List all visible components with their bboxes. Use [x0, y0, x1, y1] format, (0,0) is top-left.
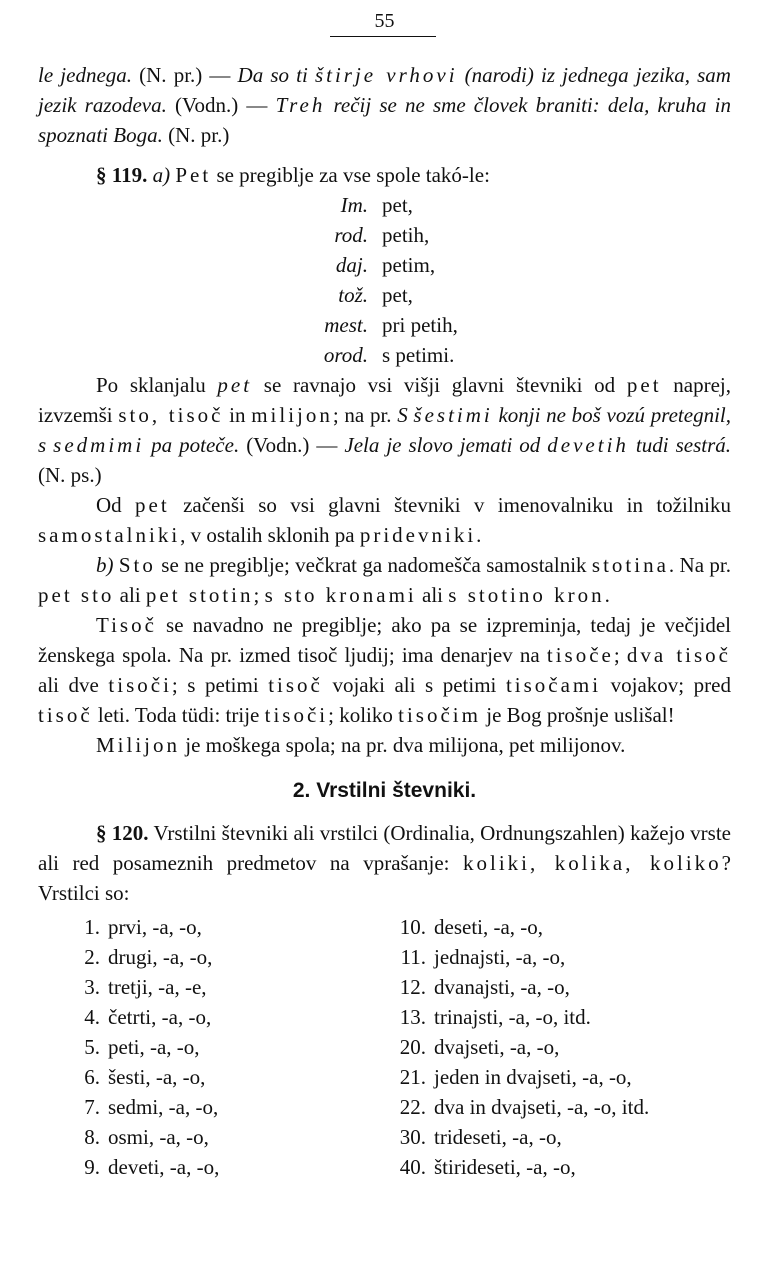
ordinal-word: drugi, -a, -o, [108, 945, 213, 969]
section-number: § 120. [96, 821, 149, 845]
spaced-text: milijon [251, 403, 333, 427]
text: ; [613, 643, 627, 667]
spaced-text: tisoč [268, 673, 323, 697]
text: , v ostalih sklonih pa [180, 523, 360, 547]
declension-row [278, 340, 731, 370]
paragraph [38, 490, 731, 550]
ordinal-word: četrti, -a, -o, [108, 1005, 212, 1029]
intro-paragraph [38, 60, 731, 150]
spaced-text: tisočim [398, 703, 481, 727]
page-body [38, 60, 731, 1182]
text: (N. pr.) — [132, 63, 238, 87]
text: Da so ti [237, 63, 315, 87]
ordinal-word: prvi, -a, -o, [108, 915, 202, 939]
spaced-text: sto, tisoč [118, 403, 224, 427]
ordinal-word: šesti, -a, -o, [108, 1065, 206, 1089]
paragraph [38, 610, 731, 730]
ordinal-row [38, 912, 368, 942]
text: Vrstilni števniki ali vrstilci (Ordinalia, Ordnungszahlen) kažejo vrste ali red posameznih predmetov na vprašanje: [38, 821, 732, 875]
ordinal-row [38, 1002, 368, 1032]
text: ali [114, 583, 146, 607]
ordinal-number: 13. [399, 1005, 426, 1029]
ordinal-number: 22. [399, 1095, 426, 1119]
ordinal-row [368, 1002, 698, 1032]
spaced-text: stotina [591, 553, 669, 577]
text: Od [96, 493, 136, 517]
spaced-text: Sto [118, 553, 156, 577]
spaced-text: pet [135, 493, 170, 517]
text: pa poteče. [144, 433, 240, 457]
text: Jela je slovo jemati od [344, 433, 548, 457]
spaced-text: tisoči [264, 703, 329, 727]
spaced-text: pet stotin [145, 583, 254, 607]
case-form: petim, [382, 253, 436, 277]
spaced-text: pet sto [38, 583, 115, 607]
page-number: 55 [374, 10, 395, 32]
ordinal-number: 8. [84, 1125, 100, 1149]
section-heading: 2. Vrstilni števniki. [292, 779, 477, 802]
ordinal-word: tretji, -a, -e, [108, 975, 207, 999]
spaced-text: sedmimi [53, 433, 145, 457]
ordinal-number: 4. [84, 1005, 100, 1029]
ordinal-row [38, 1092, 368, 1122]
ordinal-row [38, 972, 368, 1002]
case-form: petih, [382, 223, 430, 247]
ordinal-word: deseti, -a, -o, [434, 915, 544, 939]
spaced-text: tisočami [505, 673, 602, 697]
ordinal-number: 1. [84, 915, 100, 939]
paragraph [38, 370, 731, 490]
declension-row [278, 190, 731, 220]
ordinal-row [38, 1062, 368, 1092]
ordinals-column-left [38, 912, 368, 1182]
paragraph [38, 550, 731, 610]
spaced-text: samostalniki [38, 523, 181, 547]
text: a) [147, 163, 176, 187]
text: . Na pr. [668, 553, 731, 577]
spaced-text: pridevniki [359, 523, 477, 547]
ordinal-row [368, 1092, 698, 1122]
text: je moškega spola; na pr. dva milijona, pet milijonov. [180, 733, 626, 757]
spaced-text: štirje vrhovi [314, 63, 458, 87]
case-form: pri petih, [382, 313, 458, 337]
ordinal-number: 6. [84, 1065, 100, 1089]
ordinal-word: dva in dvajseti, -a, -o, itd. [434, 1095, 650, 1119]
text: rečij se ne sme človek braniti: dela, kruha in spoznati Boga. [38, 93, 731, 147]
ordinal-number: 21. [399, 1065, 426, 1089]
ordinal-row [368, 942, 698, 972]
declension-row [278, 250, 731, 280]
ordinals-list [38, 912, 731, 1182]
ordinal-number: 30. [399, 1125, 426, 1149]
text: (N. pr.) [162, 123, 230, 147]
text: tudi sestrá. [628, 433, 731, 457]
spaced-text: koliki, kolika, koliko [463, 851, 722, 875]
spaced-text: Milijon [96, 733, 181, 757]
case-label: tož. [338, 283, 368, 307]
case-label: daj. [335, 253, 368, 277]
text: ; s petimi [171, 673, 269, 697]
header-rule [330, 36, 436, 37]
text: se ne pregiblje; večkrat ga nadomešča samostalnik [155, 553, 592, 577]
paragraph [38, 730, 731, 760]
ordinal-number: 10. [399, 915, 426, 939]
spaced-text: Pet [175, 163, 212, 187]
text: b) [96, 553, 119, 577]
declension-row [278, 310, 731, 340]
case-label: Im. [340, 193, 368, 217]
ordinal-row [38, 942, 368, 972]
spaced-text: tisoč [38, 703, 93, 727]
case-form: pet, [382, 283, 413, 307]
case-label: mest. [324, 313, 368, 337]
ordinal-number: 9. [84, 1155, 100, 1179]
ordinal-number: 20. [399, 1035, 426, 1059]
ordinal-word: trinajsti, -a, -o, itd. [434, 1005, 591, 1029]
text: se ravnajo vsi višji glavni števniki od [252, 373, 627, 397]
ordinal-row [38, 1122, 368, 1152]
spaced-text: s sto kronami [264, 583, 417, 607]
spaced-text: pet [626, 373, 662, 397]
ordinal-word: štirideseti, -a, -o, [434, 1155, 576, 1179]
text: vojaki ali s petimi [322, 673, 506, 697]
ordinal-word: jeden in dvajseti, -a, -o, [434, 1065, 632, 1089]
text: (Vodn.) — [166, 93, 276, 117]
ordinals-column-right [368, 912, 698, 1182]
text: (N. ps.) [38, 463, 102, 487]
text: (Vodn.) — [239, 433, 345, 457]
text: . [604, 583, 610, 607]
ordinal-word: deveti, -a, -o, [108, 1155, 220, 1179]
ordinal-number: 11. [400, 945, 426, 969]
ordinal-word: osmi, -a, -o, [108, 1125, 209, 1149]
text: ; na pr. [332, 403, 398, 427]
text: je Bog prošnje uslišal! [480, 703, 675, 727]
text: ali [416, 583, 449, 607]
ordinal-row [368, 972, 698, 1002]
section-number: § 119. [96, 163, 148, 187]
text: začenši so vsi glavni števniki v imenovalniku in tožilniku [169, 493, 731, 517]
declension-table [278, 190, 731, 370]
paragraph [38, 818, 731, 908]
ordinal-word: jednajsti, -a, -o, [434, 945, 566, 969]
ordinal-row [38, 1152, 368, 1182]
declension-row [278, 220, 731, 250]
ordinal-row [368, 1122, 698, 1152]
text: se pregiblje za vse spole takó-le: [211, 163, 490, 187]
text: vojakov; pred [601, 673, 731, 697]
case-label: rod. [334, 223, 368, 247]
ordinal-word: trideseti, -a, -o, [434, 1125, 562, 1149]
text: konji ne boš vozú pretegnil, s [38, 403, 732, 457]
spaced-text: Treh [275, 93, 326, 117]
spaced-text: Tisoč [96, 613, 157, 637]
section-119-heading [38, 160, 731, 190]
spaced-text: s stotino kron [448, 583, 605, 607]
ordinal-number: 7. [84, 1095, 100, 1119]
spaced-text: tisoče [546, 643, 614, 667]
ordinal-word: peti, -a, -o, [108, 1035, 200, 1059]
text: Po sklanjalu [96, 373, 218, 397]
text: in [223, 403, 252, 427]
ordinal-number: 5. [84, 1035, 100, 1059]
declension-row [278, 280, 731, 310]
text: ali dve [38, 673, 109, 697]
ordinal-word: sedmi, -a, -o, [108, 1095, 219, 1119]
text: le jednega. [38, 63, 133, 87]
text: naprej, izvzemši [38, 373, 731, 427]
text: leti. Toda tüdi: trije [92, 703, 265, 727]
text: . [476, 523, 482, 547]
case-form: s petimi. [382, 343, 455, 367]
case-label: orod. [323, 343, 368, 367]
spaced-text: šestimi [413, 403, 493, 427]
ordinal-row [368, 1152, 698, 1182]
ordinal-word: dvanajsti, -a, -o, [434, 975, 570, 999]
spaced-text: dva tisoč [626, 643, 731, 667]
ordinal-number: 12. [399, 975, 426, 999]
text: se navadno ne pregiblje; ako pa se izpreminja, tedaj je večjidel ženskega spola. Na pr. izmed tisoč ljudij; ima denarjev na [38, 613, 731, 667]
text: ; [253, 583, 265, 607]
spaced-text: pet [217, 373, 253, 397]
ordinal-number: 2. [84, 945, 100, 969]
ordinal-number: 3. [84, 975, 100, 999]
text: (narodi) iz jednega jezika, sam jezik razodeva. [38, 63, 731, 117]
text: ? Vrstilci so: [38, 851, 731, 905]
ordinal-row [368, 1062, 698, 1092]
spaced-text: devetih [547, 433, 629, 457]
case-form: pet, [382, 193, 413, 217]
text: ; koliko [328, 703, 399, 727]
ordinal-number: 40. [399, 1155, 426, 1179]
ordinal-row [38, 1032, 368, 1062]
ordinal-row [368, 912, 698, 942]
ordinal-word: dvajseti, -a, -o, [434, 1035, 560, 1059]
text: S [397, 403, 414, 427]
ordinal-row [368, 1032, 698, 1062]
spaced-text: tisoči [108, 673, 172, 697]
